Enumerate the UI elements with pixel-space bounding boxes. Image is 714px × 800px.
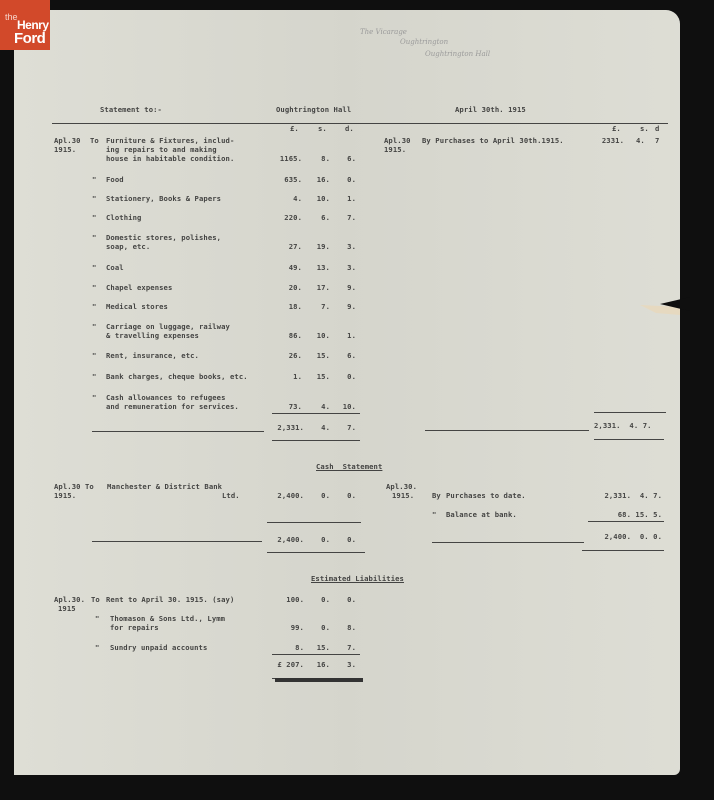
cash-credit-total: 2,400. 0. 0.: [604, 532, 662, 541]
row-description: house in habitable condition.: [106, 154, 235, 163]
row-description: Sundry unpaid accounts: [110, 643, 208, 652]
credit-shillings: 4.: [636, 136, 645, 145]
subtotal-rule: [272, 413, 360, 414]
cash-subtotal-rule: [267, 522, 361, 523]
cash-debit-shillings: 0.: [321, 491, 330, 500]
row-shillings: 19.: [316, 242, 330, 251]
row-description: and remuneration for services.: [106, 402, 239, 411]
row-pounds: 86.: [288, 331, 302, 340]
row-pence: 6.: [347, 154, 356, 163]
logo-ford: Ford: [14, 30, 46, 47]
row-pounds: 220.: [284, 213, 302, 222]
liabilities-total-pence: 3.: [347, 660, 356, 669]
row-shillings: 6.: [321, 213, 330, 222]
row-description: Rent, insurance, etc.: [106, 351, 199, 360]
pounds-heading: £.: [290, 124, 299, 133]
row-pence: 7.: [347, 643, 356, 652]
row-description: Stationery, Books & Papers: [106, 194, 222, 203]
row-shillings: 15.: [316, 351, 330, 360]
credit-description: By Purchases to April 30th.1915.: [422, 136, 564, 145]
row-pounds: 1165.: [279, 154, 302, 163]
cash-credit-purchases: Purchases to date.: [446, 491, 526, 500]
row-shillings: 8.: [321, 154, 330, 163]
row-pounds: 26.: [288, 351, 302, 360]
row-description: Domestic stores, polishes,: [106, 233, 222, 242]
row-pence: 0.: [347, 175, 356, 184]
logo-the: the: [5, 12, 18, 22]
row-description: soap, etc.: [106, 242, 151, 251]
credit-fill-rule: [425, 430, 589, 431]
statement-total-shillings: 4.: [321, 423, 330, 432]
fill-rule: [92, 431, 264, 432]
row-shillings: 17.: [316, 283, 330, 292]
statement-date: April 30th. 1915: [455, 105, 526, 114]
row-marker: ": [92, 194, 97, 203]
statement-total-pence: 7.: [347, 423, 356, 432]
handwritten-note-1: The Vicarage: [360, 28, 407, 36]
pounds-heading-right: £.: [612, 124, 621, 133]
row-marker: ": [92, 233, 97, 242]
handwritten-note-2: Oughtrington: [400, 38, 449, 46]
row-marker: ": [92, 322, 97, 331]
row-marker: ": [92, 263, 97, 272]
handwritten-note-3: Oughtrington Hall: [425, 50, 491, 58]
row-description: & travelling expenses: [106, 331, 199, 340]
shillings-heading-right: s.: [640, 124, 649, 133]
row-description: Bank charges, cheque books, etc.: [106, 372, 248, 381]
pence-heading: d.: [345, 124, 354, 133]
credit-subtotal-rule: [594, 412, 666, 413]
row-shillings: 0.: [321, 595, 330, 604]
logo-henry: Henry: [17, 18, 49, 32]
row-shillings: 10.: [316, 194, 330, 203]
credit-total-rule: [594, 439, 664, 440]
row-pence: 0.: [347, 595, 356, 604]
row-pence: 10.: [342, 402, 356, 411]
cash-fill-rule: [92, 541, 262, 542]
statement-date-year: 1915.: [54, 145, 77, 154]
henry-ford-logo: [0, 0, 50, 50]
cash-credit-fill-rule: [432, 542, 584, 543]
credit-pounds: 2331.: [601, 136, 624, 145]
row-pence: 9.: [347, 283, 356, 292]
row-description: Thomason & Sons Ltd., Lymm: [110, 614, 226, 623]
row-pence: 9.: [347, 302, 356, 311]
row-pounds: 4.: [293, 194, 302, 203]
cash-credit-marker: By: [432, 491, 441, 500]
row-description: ing repairs to and making: [106, 145, 217, 154]
row-description: Rent to April 30. 1915. (say): [106, 595, 235, 604]
row-description: Medical stores: [106, 302, 168, 311]
row-description: Clothing: [106, 213, 142, 222]
statement-date-day: Apl.30: [54, 136, 81, 145]
row-marker: ": [92, 302, 97, 311]
row-shillings: 0.: [321, 623, 330, 632]
row-pence: 7.: [347, 213, 356, 222]
cash-debit-total-pence: 0.: [347, 535, 356, 544]
cash-credit-marker: ": [432, 510, 437, 519]
credit-date-day: Apl.30: [384, 136, 411, 145]
row-marker: ": [92, 372, 97, 381]
row-pounds: 100.: [286, 595, 304, 604]
liabilities-date: Apl.30.: [54, 595, 85, 604]
liabilities-year: 1915: [58, 604, 76, 613]
cash-debit-description: Manchester & District Bank: [107, 482, 223, 491]
row-pounds: 635.: [284, 175, 302, 184]
row-shillings: 15.: [316, 643, 330, 652]
row-pence: 1.: [347, 331, 356, 340]
cash-credit-balance: Balance at bank.: [446, 510, 517, 519]
row-description: Furniture & Fixtures, includ-: [106, 136, 235, 145]
row-pence: 0.: [347, 372, 356, 381]
credit-pence: 7: [655, 136, 660, 145]
recipient-name: Oughtrington Hall: [276, 105, 352, 114]
liabilities-total-pounds: £ 207.: [277, 660, 304, 669]
row-description: Coal: [106, 263, 124, 272]
cash-debit-description-2: Ltd.: [222, 491, 240, 500]
cash-credit-balance-amount: 68. 15. 5.: [617, 510, 662, 519]
row-pounds: 99.: [290, 623, 304, 632]
row-pence: 3.: [347, 242, 356, 251]
row-shillings: 13.: [316, 263, 330, 272]
row-pounds: 20.: [288, 283, 302, 292]
cash-credit-total-rule: [582, 550, 664, 551]
row-marker: ": [95, 614, 100, 623]
statement-total-pounds: 2,331.: [277, 423, 304, 432]
row-description: Food: [106, 175, 124, 184]
row-shillings: 15.: [316, 372, 330, 381]
cash-debit-total-pounds: 2,400.: [277, 535, 304, 544]
total-rule: [272, 440, 360, 441]
cash-credit-date: Apl.30.: [386, 482, 417, 491]
row-marker: ": [95, 643, 100, 652]
credit-date-year: 1915.: [384, 145, 407, 154]
row-shillings: 16.: [316, 175, 330, 184]
cash-credit-purchases-amount: 2,331. 4. 7.: [604, 491, 662, 500]
bottom-tab-shadow: [275, 678, 363, 682]
row-marker: ": [92, 393, 97, 402]
row-pence: 1.: [347, 194, 356, 203]
row-pence: 3.: [347, 263, 356, 272]
row-pence: 6.: [347, 351, 356, 360]
row-description: Chapel expenses: [106, 283, 173, 292]
shillings-heading: s.: [318, 124, 327, 133]
liabilities-subtotal-rule: [272, 654, 360, 655]
credit-total: 2,331. 4. 7.: [594, 421, 652, 430]
cash-credit-year: 1915.: [392, 491, 415, 500]
header-rule: [52, 123, 668, 124]
row-description: Cash allowances to refugees: [106, 393, 226, 402]
row-pounds: 49.: [288, 263, 302, 272]
cash-debit-date: Apl.30 To: [54, 482, 94, 491]
statement-to-label: Statement to:-: [100, 105, 162, 114]
row-pounds: 1.: [293, 372, 302, 381]
liabilities-total-shillings: 16.: [316, 660, 330, 669]
cash-statement-title: Cash Statement: [316, 462, 383, 471]
row-description: for repairs: [110, 623, 159, 632]
cash-debit-total-shillings: 0.: [321, 535, 330, 544]
pence-heading-right: d: [655, 124, 660, 133]
row-marker: ": [92, 175, 97, 184]
row-marker: ": [92, 283, 97, 292]
row-description: Carriage on luggage, railway: [106, 322, 230, 331]
row-shillings: 4.: [321, 402, 330, 411]
row-pounds: 18.: [288, 302, 302, 311]
cash-total-rule: [267, 552, 365, 553]
row-shillings: 7.: [321, 302, 330, 311]
cash-debit-year: 1915.: [54, 491, 77, 500]
cash-credit-subtotal-rule: [588, 521, 664, 522]
row-pounds: 8.: [295, 643, 304, 652]
row-marker: To: [90, 136, 99, 145]
row-pounds: 27.: [288, 242, 302, 251]
row-marker: ": [92, 351, 97, 360]
row-marker: To: [91, 595, 100, 604]
liabilities-title: Estimated Liabilities: [311, 574, 404, 583]
row-pence: 8.: [347, 623, 356, 632]
cash-debit-pence: 0.: [347, 491, 356, 500]
row-shillings: 10.: [316, 331, 330, 340]
cash-debit-pounds: 2,400.: [277, 491, 304, 500]
row-pounds: 73.: [288, 402, 302, 411]
row-marker: ": [92, 213, 97, 222]
